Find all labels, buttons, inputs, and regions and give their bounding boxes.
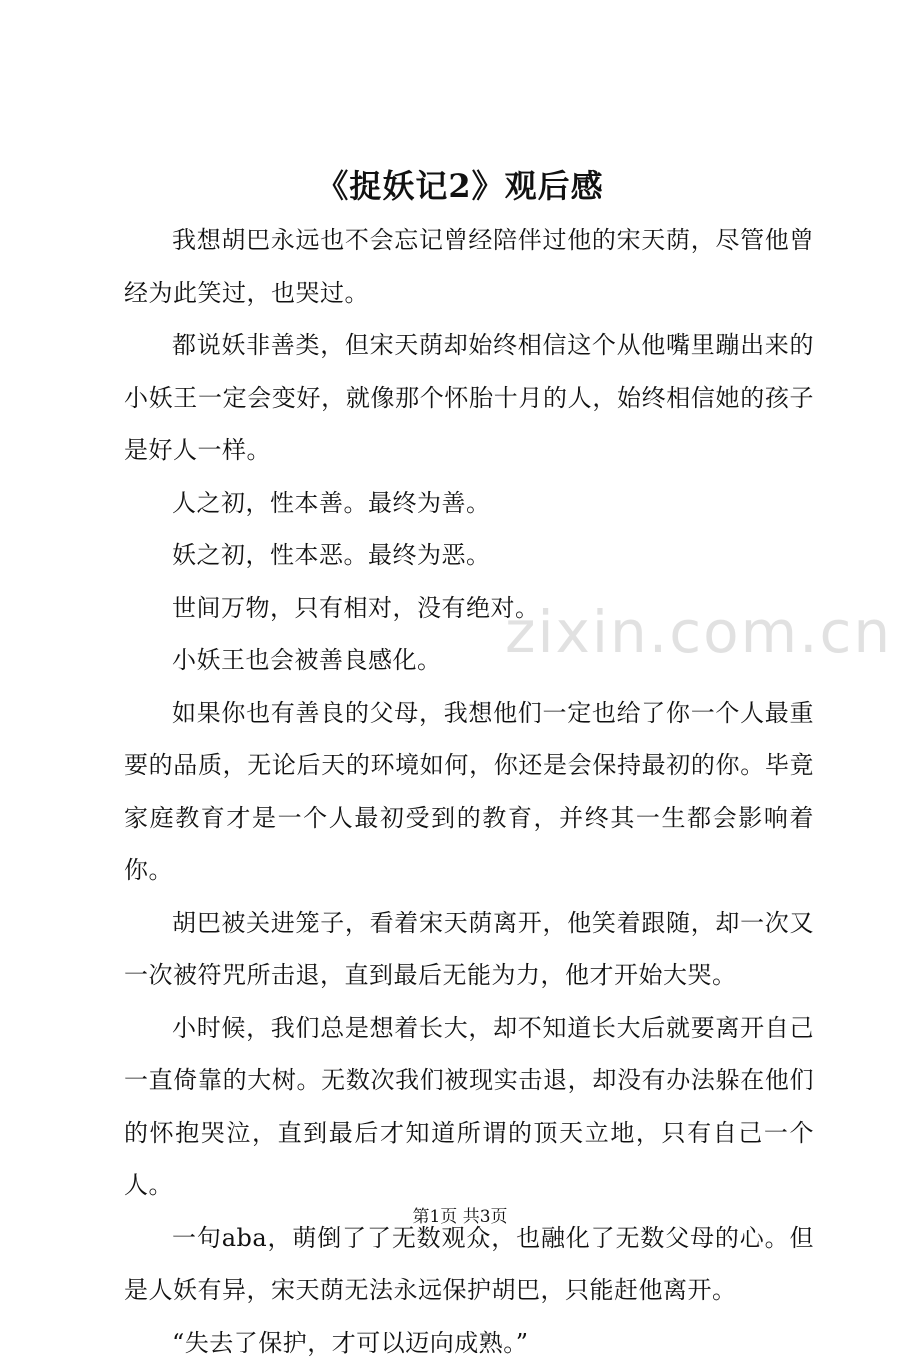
paragraph: 我想胡巴永远也不会忘记曾经陪伴过他的宋天荫，尽管他曾经为此笑过，也哭过。 (124, 214, 814, 319)
paragraph: 妖之初，性本恶。最终为恶。 (124, 529, 814, 582)
paragraph: 胡巴被关进笼子，看着宋天荫离开，他笑着跟随，却一次又一次被符咒所击退，直到最后无能为力，他才开始大哭。 (124, 897, 814, 1002)
paragraph: 都说妖非善类，但宋天荫却始终相信这个从他嘴里蹦出来的小妖王一定会变好，就像那个怀胎十月的人，始终相信她的孩子是好人一样。 (124, 319, 814, 477)
document-title: 《捉妖记2》观后感 (0, 164, 920, 208)
document-body (124, 214, 814, 1369)
page-footer: 第1页 共3页 (0, 1202, 920, 1227)
paragraph: 世间万物，只有相对，没有绝对。 (124, 582, 814, 635)
paragraph: “失去了保护，才可以迈向成熟。” (124, 1317, 814, 1369)
paragraph: 人之初，性本善。最终为善。 (124, 477, 814, 530)
paragraph: 小时候，我们总是想着长大，却不知道长大后就要离开自己一直倚靠的大树。无数次我们被现实击退，却没有办法躲在他们的怀抱哭泣，直到最后才知道所谓的顶天立地，只有自己一个人。 (124, 1002, 814, 1212)
paragraph: 如果你也有善良的父母，我想他们一定也给了你一个人最重要的品质，无论后天的环境如何，你还是会保持最初的你。毕竟家庭教育才是一个人最初受到的教育，并终其一生都会影响着你。 (124, 687, 814, 897)
watermark: zixin.com.cn (505, 598, 892, 666)
paragraph: 一句aba，萌倒了了无数观众，也融化了无数父母的心。但是人妖有异，宋天荫无法永远保护胡巴，只能赶他离开。 (124, 1212, 814, 1317)
paragraph: 小妖王也会被善良感化。 (124, 634, 814, 687)
